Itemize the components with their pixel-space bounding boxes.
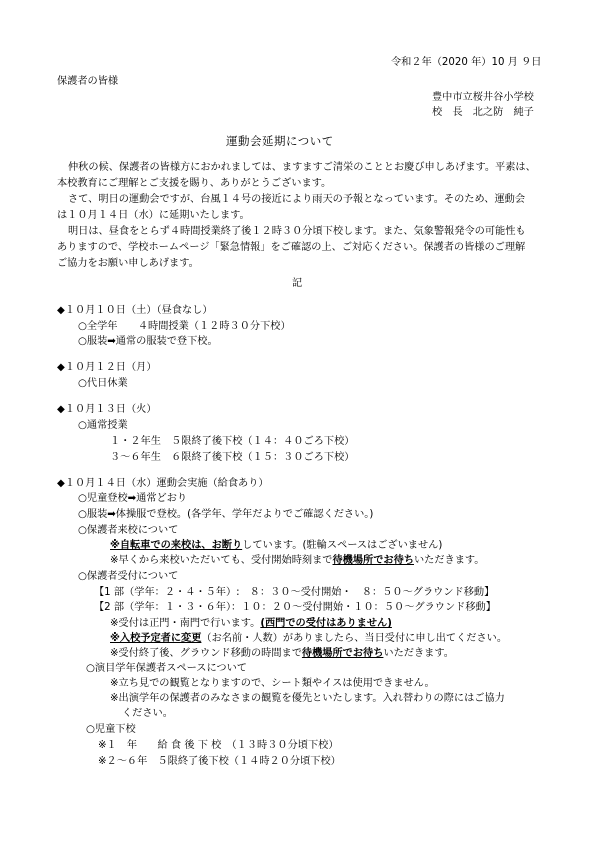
bicycle-refusal-emphasis: ※自転車での来校は、お断り [110,540,243,551]
ki-marker: 記 [292,278,303,289]
issue-date: 令和２年（2020 年）10 月 ９日 [391,57,542,68]
oct10-line1: ○全学年 ４時間授業（１２時３０分下校） [78,321,291,332]
bicycle-note-rest: しています。(駐輪スペースはございません) [242,540,443,551]
oct14-guardian-visit-heading: ○保護者来校について [78,525,179,536]
oct10-heading: ◆１０月１０日（土）（昼食なし） [57,305,213,316]
oct13-line1: ○通常授業 [78,420,128,431]
school-name: 豊中市立桜井谷小学校 [432,92,534,103]
waiting-area-emphasis: 待機場所でお待ち [332,555,414,566]
reception-group1: 【1 部（学年：２・４・５年）: ８：３０～受付開始・ ８：５０～グラウンド移動】 [94,587,495,598]
reception-group2: 【2 部（学年：１・３・６年）：１０：２０～受付開始・１０：５０～グラウンド移動】 [94,602,496,613]
priority-view-note-cont: ください。 [122,708,173,719]
paragraph-greeting-line1: 仲秋の候、保護者の皆様方におかれましては、ますますご清栄のこととお慶び申しあげます。平素は、 [68,162,536,173]
oct14-bicycle-note [110,541,442,551]
waiting-area-emphasis-2: 待機場所でお待ち [301,648,384,659]
dismissal-grade1: ※１ 年 給 食 後 下 校 （１３時３０分頃下校） [98,740,339,751]
oct13-line3: ３～６年生 ６限終了後下校（１５：３０ごろ下校） [110,452,355,463]
recipient: 保護者の皆様 [57,76,119,87]
oct12-line1: ○代日休業 [78,378,128,389]
reception-gate-note [110,619,392,629]
paragraph-tomorrow-line1: 明日は、昼食をとらず４時間授業終了後１２時３０分頃下校します。また、気象警報発令の可能性も [68,226,526,237]
oct14-reception-heading: ○保護者受付について [78,571,179,582]
attendee-change-emphasis: ※入校予定者に変更 [110,633,202,644]
oct12-heading: ◆１０月１２日（月） [57,362,157,373]
oct14-clothing: ○服装➡体操服で登校。(各学年、学年だよりでご確認ください。) [78,509,374,520]
after-reception-note [110,649,454,659]
paragraph-postpone-line2: は１０月１４日（水）に延期いたします。 [57,210,250,221]
oct14-guardian-space-heading: ○演目学年保護者スペースについて [86,663,247,674]
principal-name: 校 長 北之防 純子 [432,107,534,118]
oct14-student-arrival: ○児童登校➡通常どおり [78,493,188,504]
gate-note-text: ※受付は正門・南門で行います。 [110,618,261,629]
oct14-dismissal-heading: ○児童下校 [86,724,136,735]
attendee-change-note [110,634,507,644]
oct13-line2: １・２年生 ５限終了後下校（１４：４０ごろ下校） [110,436,355,447]
dismissal-grade2-6: ※２～６年 ５限終了後下校（１４時２０分頃下校） [98,756,341,767]
after-reception-tail: いただきます。 [383,648,454,659]
oct13-heading: ◆１０月１３日（火） [57,404,157,415]
early-arrival-text: ※早くから来校いただいても、受付開始時刻まで [110,555,333,566]
priority-view-note: ※出演学年の保護者のみなさまの観覧を優先といたします。入れ替わりの際にはご協力 [110,693,505,704]
paragraph-greeting-line2: 本校教育にご理解とご支援を賜り、ありがとうございます。 [57,178,332,189]
standing-view-note: ※立ち見での観覧となりますので、シート類やイスは使用できません。 [110,678,435,689]
early-arrival-tail: いただきます。 [413,555,485,566]
after-reception-text: ※受付終了後、グラウンド移動の時間まで [110,648,302,659]
paragraph-tomorrow-line2: ありますので、学校ホームページ「緊急情報」をご確認の上、ご対応ください。保護者の皆様のご理解 [57,242,526,253]
oct10-line2: ○服装➡通常の服装で登下校。 [78,336,218,347]
attendee-change-rest: （お名前・人数）がありましたら、当日受付に申し出てください。 [201,633,508,644]
paragraph-postpone-line1: さて、明日の運動会ですが、台風１４号の接近により雨天の予報となっています。そのため、運動会 [68,194,526,205]
oct14-early-arrival-note [110,556,484,566]
oct14-heading: ◆１０月１４日（水）運動会実施（給食あり） [57,478,269,489]
document-title: 運動会延期について [226,134,334,148]
paragraph-tomorrow-line3: ご協力をお願い申しあげます。 [57,258,199,269]
west-gate-emphasis: (西門での受付はありません) [260,618,392,629]
